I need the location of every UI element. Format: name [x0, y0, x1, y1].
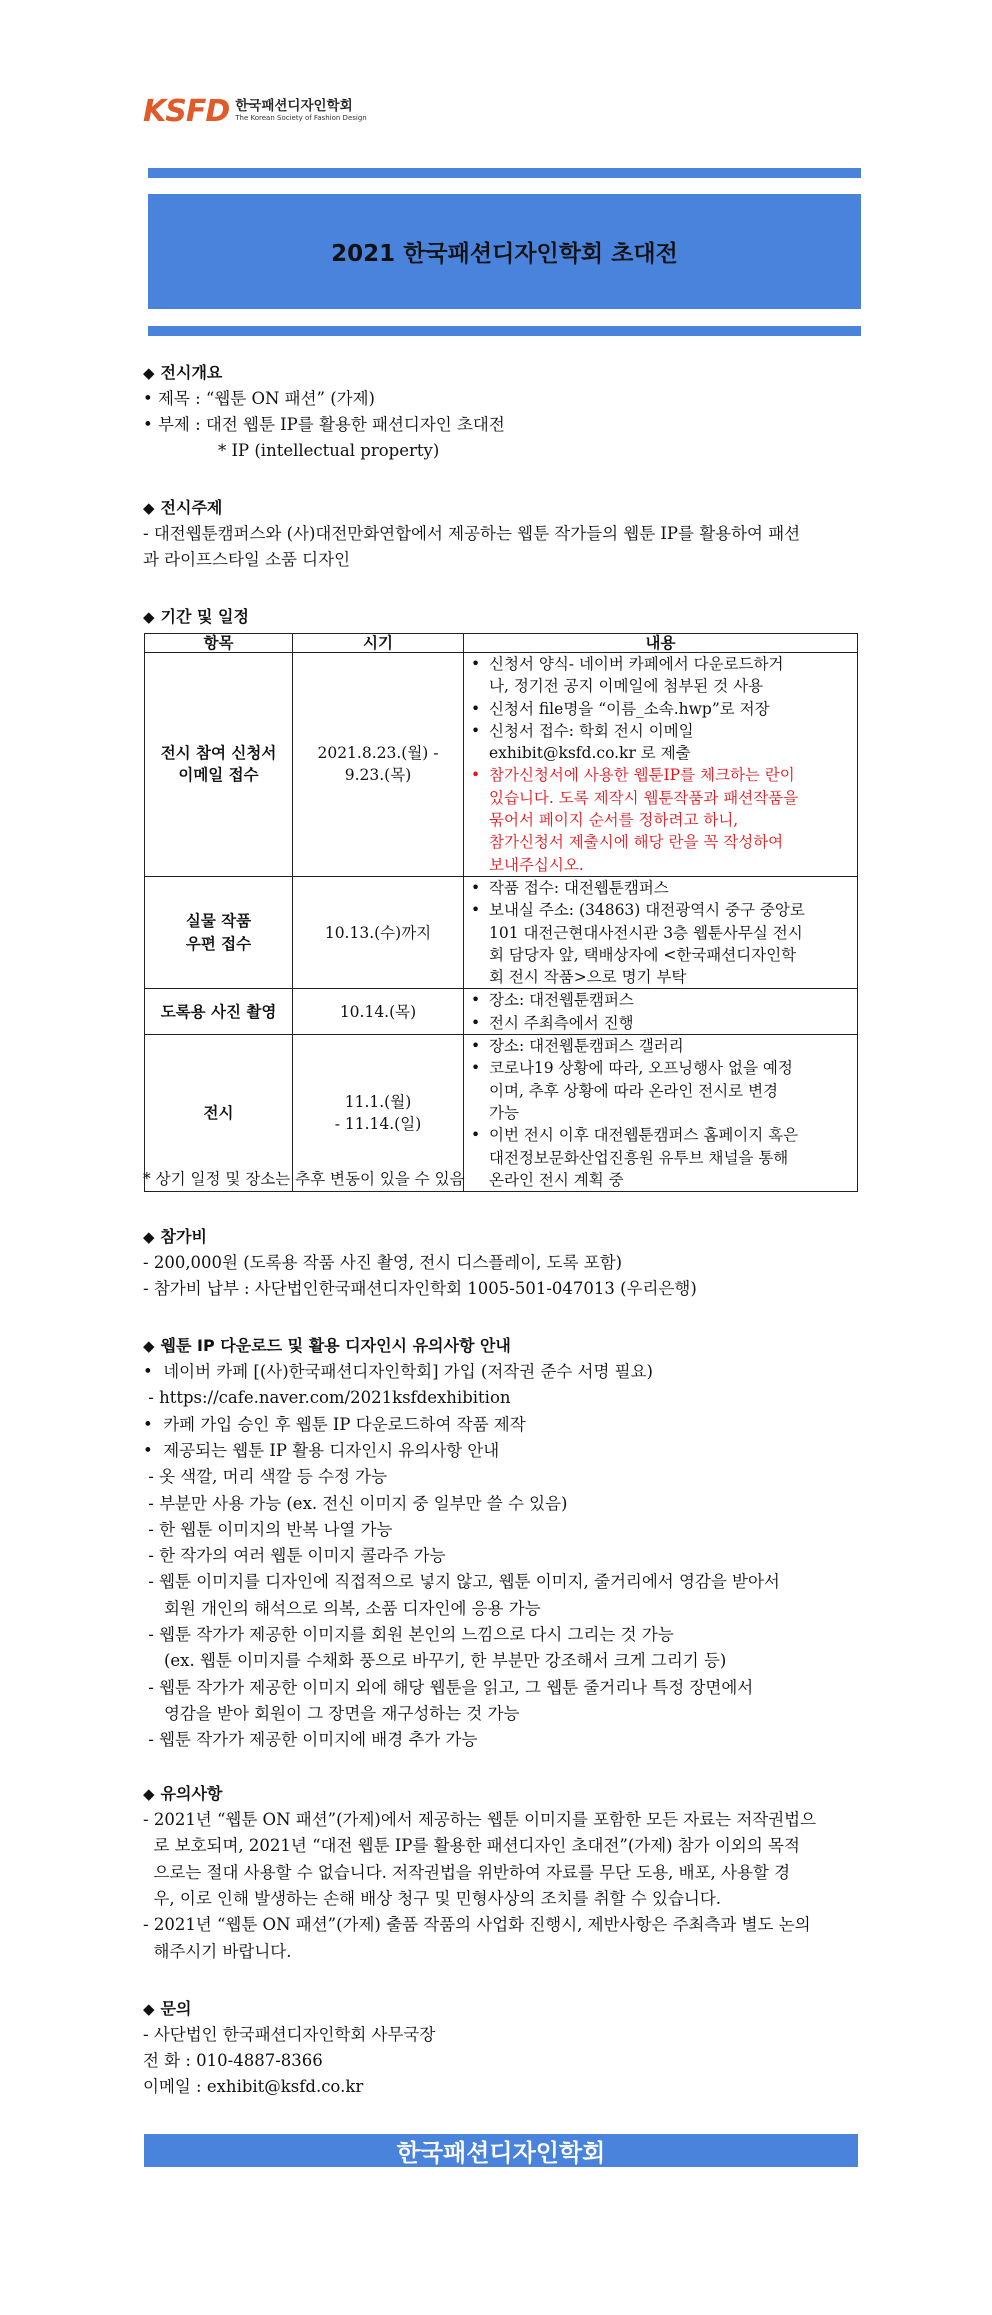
guide-line: - 한 작가의 여러 웹툰 이미지 콜라주 가능	[143, 1546, 446, 1566]
schedule-header-row	[145, 634, 858, 653]
guide-line: - 부분만 사용 가능 (ex. 전신 이미지 중 일부만 쓸 수 있음)	[143, 1493, 568, 1513]
top-divider-bar	[148, 168, 861, 178]
overview-item: • 제목 : “웹툰 ON 패션” (가제)	[143, 389, 375, 408]
title-banner	[148, 194, 861, 309]
row-content	[464, 1035, 858, 1192]
footer-banner	[144, 2134, 858, 2167]
schedule-heading: ◆ 기간 및 일정	[143, 607, 249, 626]
footer-org-name: 한국패션디자인학회	[396, 2139, 606, 2167]
contact-email: 이메일 : exhibit@ksfd.co.kr	[143, 2077, 364, 2096]
caution-line: 우, 이로 인해 발생하는 손해 배상 청구 및 민형사상의 조치를 취할 수 있습니다.	[143, 1888, 722, 1908]
guide-line: - https://cafe.naver.com/2021ksfdexhibition	[143, 1388, 511, 1408]
content-bullet: • 코로나19 상황에 따라, 오프닝행사 없을 예정 이며, 추후 상황에 따라 온라인 전시로 변경 가능	[467, 1057, 853, 1124]
row-item: 전시	[145, 1035, 293, 1192]
content-bullet: • 장소: 대전웹툰캠퍼스	[467, 989, 853, 1011]
fee-line: - 참가비 납부 : 사단법인한국패션디자인학회 1005-501-047013 (우리은행)	[143, 1279, 697, 1298]
col-header-period: 시기	[293, 634, 464, 653]
fee-heading: ◆ 참가비	[143, 1227, 207, 1246]
content-bullet: • 전시 주최측에서 진행	[467, 1012, 853, 1034]
guide-line: - 웹툰 작가가 제공한 이미지 외에 해당 웹툰을 읽고, 그 웹툰 줄거리나 특정 장면에서	[143, 1677, 754, 1697]
row-item: 실물 작품 우편 접수	[145, 876, 293, 988]
content-bullet: • 장소: 대전웹툰캠퍼스 갤러리	[467, 1035, 853, 1057]
contact-line: - 사단법인 한국패션디자인학회 사무국장	[143, 2025, 436, 2044]
theme-line: 과 라이프스타일 소품 디자인	[143, 550, 351, 569]
caution-line: - 2021년 “웹툰 ON 패션”(가제) 출품 작품의 사업화 진행시, 제반사항은 주최측과 별도 논의	[143, 1915, 811, 1935]
theme-line: - 대전웹툰캠퍼스와 (사)대전만화연합에서 제공하는 웹툰 작가들의 웹툰 IP를 활용하여 패션	[143, 524, 801, 543]
guide-line: 회원 개인의 해석으로 의복, 소품 디자인에 응용 가능	[143, 1598, 541, 1618]
fee-line: - 200,000원 (도록용 작품 사진 촬영, 전시 디스플레이, 도록 포함)	[143, 1253, 623, 1272]
row-item: 전시 참여 신청서 이메일 접수	[145, 653, 293, 877]
col-header-content: 내용	[464, 634, 858, 653]
content-bullet: • 보내실 주소: (34863) 대전광역시 중구 중앙로 101 대전근현대사전시관 3층 웹툰사무실 전시 회 담당자 앞, 택배상자에 <한국패션디자인학 회 전시 작품>으로 명기 부탁	[467, 899, 853, 988]
table-row	[145, 989, 858, 1035]
page-title: 2021 한국패션디자인학회 초대전	[331, 241, 678, 267]
row-content	[464, 989, 858, 1035]
guide-line: - 한 웹툰 이미지의 반복 나열 가능	[143, 1519, 393, 1539]
row-item: 도록용 사진 촬영	[145, 989, 293, 1035]
guide-line: • 제공되는 웹툰 IP 활용 디자인시 유의사항 안내	[143, 1440, 500, 1460]
content-bullet: • 작품 접수: 대전웹툰캠퍼스	[467, 877, 853, 899]
contact-heading: ◆ 문의	[143, 1999, 192, 2018]
guide-line: - 웹툰 이미지를 디자인에 직접적으로 넣지 않고, 웹툰 이미지, 줄거리에서 영감을 받아서	[143, 1572, 780, 1592]
schedule-table	[144, 633, 858, 1192]
ksfd-logo	[143, 94, 367, 128]
caution-line: 로 보호되며, 2021년 “대전 웹툰 IP를 활용한 패션디자인 초대전”(가제) 참가 이외의 목적	[143, 1836, 800, 1856]
guide-heading: ◆ 웹툰 IP 다운로드 및 활용 디자인시 유의사항 안내	[143, 1336, 511, 1355]
caution-line: 으로는 절대 사용할 수 없습니다. 저작권법을 위반하여 자료를 무단 도용, 배포, 사용할 경	[143, 1862, 791, 1882]
overview-heading: ◆ 전시개요	[143, 363, 223, 382]
guide-line: (ex. 웹툰 이미지를 수채화 풍으로 바꾸기, 한 부분만 강조해서 크게 그리기 등)	[143, 1651, 727, 1671]
guide-line: 영감을 받아 회원이 그 장면을 재구성하는 것 가능	[143, 1703, 520, 1723]
content-bullet: • 이번 전시 이후 대전웹툰캠퍼스 홈페이지 혹은 대전정보문화산업진흥원 유투브 채널을 통해 온라인 전시 계획 중	[467, 1124, 853, 1191]
table-row	[145, 653, 858, 877]
caution-line: - 2021년 “웹툰 ON 패션”(가제)에서 제공하는 웹툰 이미지를 포함한 모든 자료는 저작권법으	[143, 1810, 817, 1829]
table-row	[145, 876, 858, 988]
title-divider-bar	[148, 326, 861, 336]
guide-line: - 웹툰 작가가 제공한 이미지를 회원 본인의 느낌으로 다시 그리는 것 가능	[143, 1625, 674, 1644]
row-period: 2021.8.23.(월) - 9.23.(목)	[293, 653, 464, 877]
overview-note: * IP (intellectual property)	[218, 441, 440, 460]
guide-line: • 카페 가입 승인 후 웹툰 IP 다운로드하여 작품 제작	[143, 1414, 526, 1434]
guide-line: - 웹툰 작가가 제공한 이미지에 배경 추가 가능	[143, 1730, 478, 1750]
row-period: 11.1.(월) - 11.14.(일)	[293, 1035, 464, 1192]
theme-heading: ◆ 전시주제	[143, 498, 223, 517]
logo-name-en: The Korean Society of Fashion Design	[235, 114, 367, 123]
caution-line: 해주시기 바랍니다.	[143, 1941, 292, 1961]
content-bullet: • 신청서 양식- 네이버 카페에서 다운로드하거 나, 정기전 공지 이메일에 첨부된 것 사용	[467, 653, 853, 698]
col-header-item: 항목	[145, 634, 293, 653]
logo-mark: KSFD	[143, 93, 230, 129]
row-period: 10.13.(수)까지	[293, 876, 464, 988]
row-period: 10.14.(목)	[293, 989, 464, 1035]
row-content	[464, 876, 858, 988]
notice-bullet: • 참가신청서에 사용한 웹툰IP를 체크하는 란이 있습니다. 도록 제작시 웹툰작품과 패션작품을 묶어서 페이지 순서를 정하려고 하니, 참가신청서 제출시에 해당 란을 꼭 작성하여 보내주십시오.	[467, 764, 853, 875]
contact-phone: 전 화 : 010-4887-8366	[143, 2051, 323, 2070]
content-bullet: • 신청서 접수: 학회 전시 이메일 exhibit@ksfd.co.kr 로 제출	[467, 720, 853, 765]
caution-heading: ◆ 유의사항	[143, 1784, 223, 1803]
schedule-footnote: * 상기 일정 및 장소는 추후 변동이 있을 수 있음	[143, 1170, 465, 1188]
guide-line: - 옷 색깔, 머리 색깔 등 수정 가능	[143, 1467, 388, 1487]
content-bullet: • 신청서 file명을 “이름_소속.hwp”로 저장	[467, 698, 853, 720]
overview-item: • 부제 : 대전 웹툰 IP를 활용한 패션디자인 초대전	[143, 415, 505, 434]
row-content	[464, 653, 858, 877]
guide-line: • 네이버 카페 [(사)한국패션디자인학회] 가입 (저작권 준수 서명 필요)	[143, 1362, 653, 1381]
logo-name-ko: 한국패션디자인학회	[235, 97, 353, 114]
